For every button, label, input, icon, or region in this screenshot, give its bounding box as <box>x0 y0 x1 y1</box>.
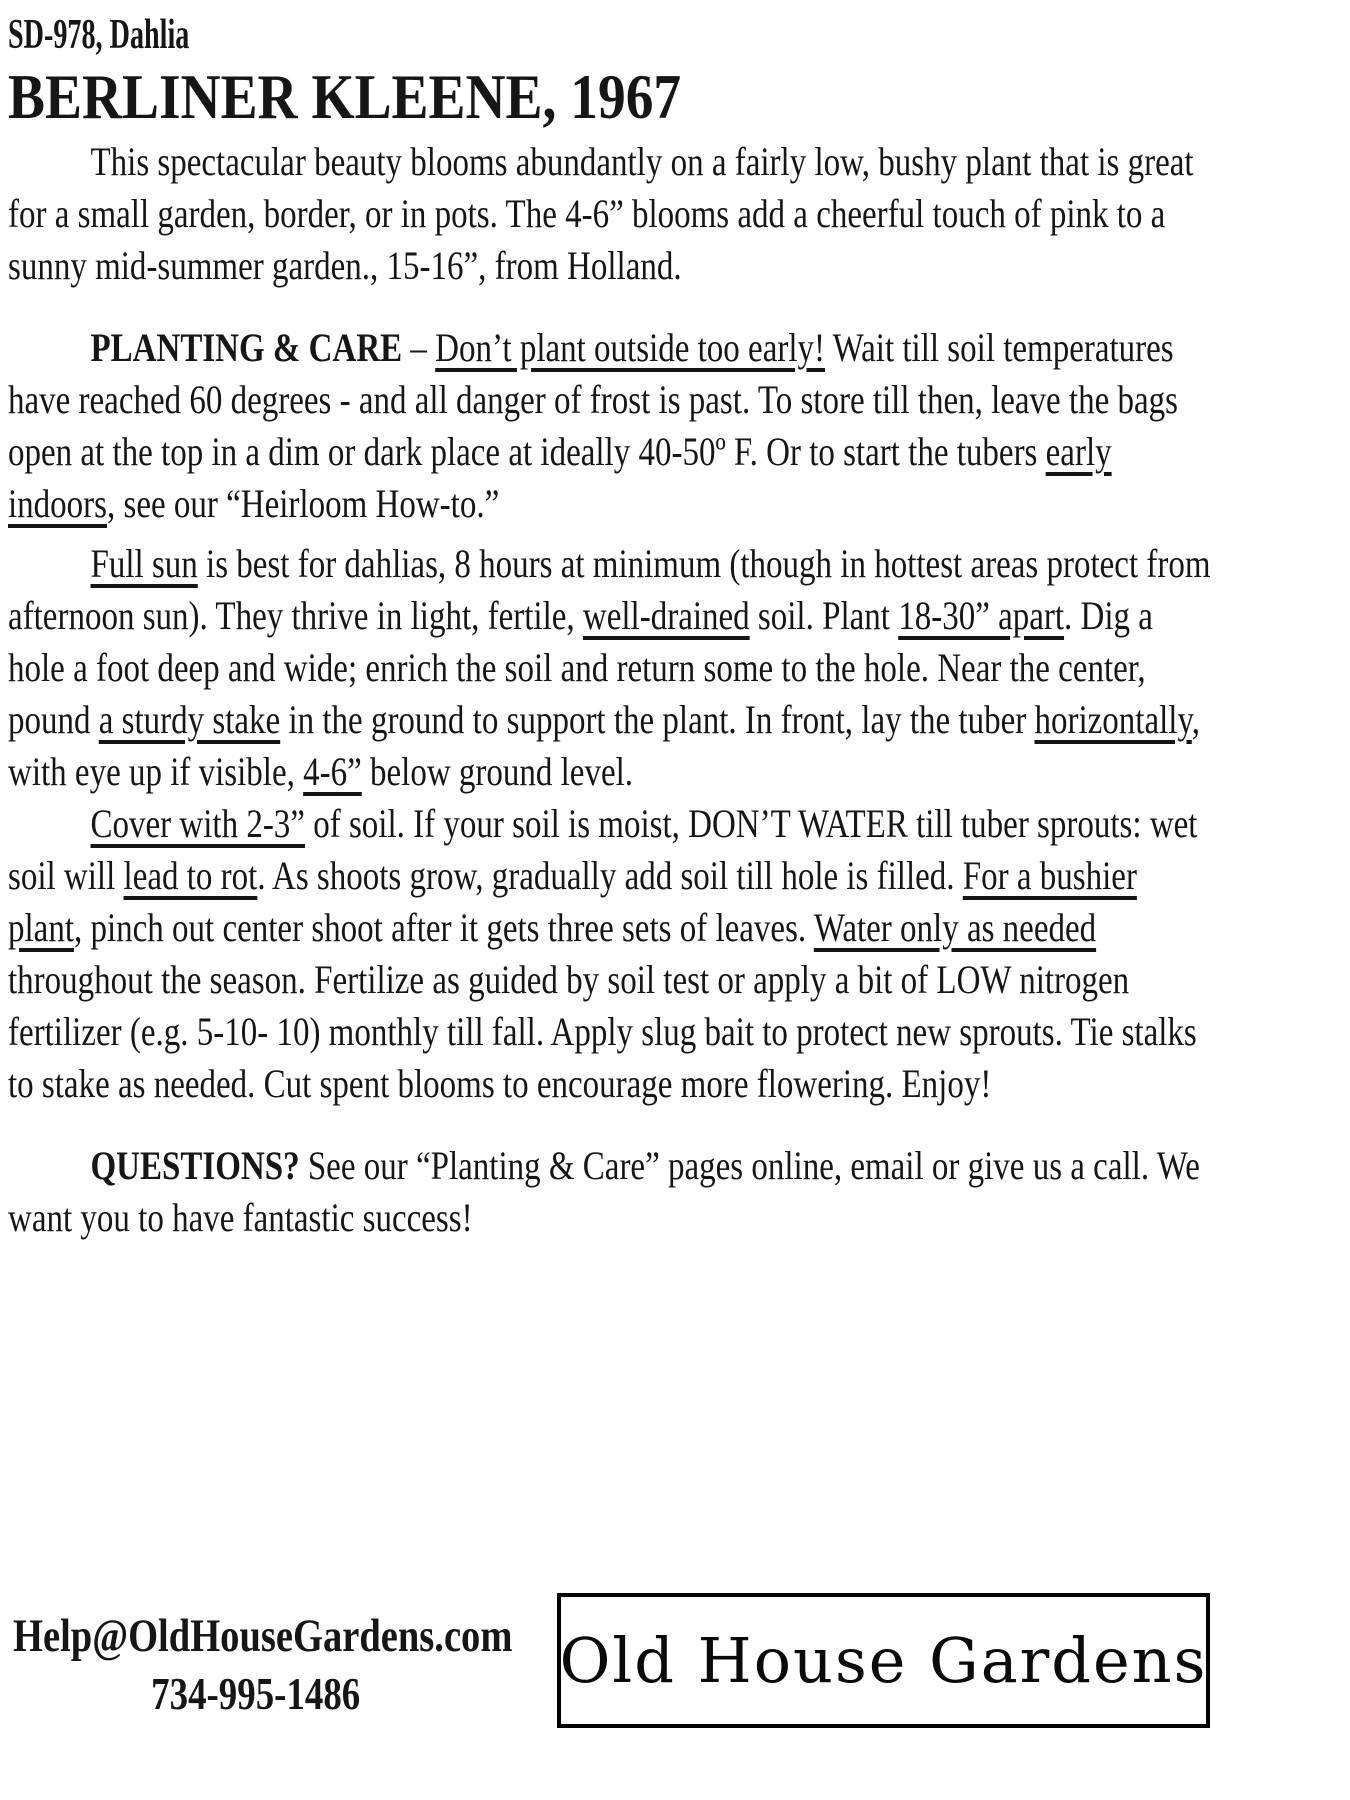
early-indoors-underlined: early indoors <box>8 429 1112 526</box>
cover-underlined: Cover with 2-3” <box>90 801 305 846</box>
full-sun-paragraph <box>8 538 1213 798</box>
sturdy-stake-underlined: a sturdy stake <box>98 697 281 742</box>
contact-block <box>13 1608 513 1720</box>
full-sun-text-5: , with eye up if visible, <box>8 697 1201 794</box>
full-sun-text-3: . Dig a hole a foot deep and wide; enrich the soil and return some to the hole. Near the center, pound <box>8 593 1153 742</box>
bushier-plant-underlined: For a bushier plant <box>8 853 1137 950</box>
depth-underlined: 4-6” <box>303 749 362 794</box>
questions-paragraph <box>8 1140 1213 1244</box>
spacing-underlined: 18-30” apart <box>898 593 1065 638</box>
body-text <box>8 136 1213 1244</box>
questions-heading: QUESTIONS? <box>90 1143 300 1188</box>
planting-care-paragraph <box>8 322 1213 530</box>
full-sun-text-6: below ground level. <box>361 749 634 794</box>
intro-paragraph <box>8 136 1213 292</box>
intro-text: This spectacular beauty blooms abundantly on a fairly low, bushy plant that is great for a small garden, border, or in pots. The 4-6” blooms add a cheerful touch of pink to a sunny mid-summer garden., 15-16”, from Holland. <box>8 139 1194 288</box>
logo-box <box>557 1593 1210 1728</box>
contact-phone: 734-995-1486 <box>151 1669 361 1719</box>
full-sun-text-1: is best for dahlias, 8 hours at minimum (though in hottest areas protect from afternoon sun). They thrive in light, fertile, <box>8 541 1211 638</box>
cover-soil-paragraph <box>8 798 1213 1110</box>
full-sun-text-4: in the ground to support the plant. In front, lay the tuber <box>280 697 1035 742</box>
questions-text: See our “Planting & Care” pages online, email or give us a call. We want you to have fantastic success! <box>8 1143 1200 1240</box>
full-sun-text-2: soil. Plant <box>749 593 899 638</box>
cover-text-2: . As shoots grow, gradually add soil till hole is filled. <box>257 853 963 898</box>
catalog-code: SD-978, Dahlia <box>8 12 190 58</box>
page-title: BERLINER KLEENE, 1967 <box>8 62 682 132</box>
page-header <box>0 0 1350 134</box>
planting-warning-underlined: Don’t plant outside too early! <box>435 325 825 370</box>
full-sun-underlined: Full sun <box>90 541 198 586</box>
lead-to-rot-underlined: lead to rot <box>123 853 258 898</box>
cover-text-3: , pinch out center shoot after it gets three sets of leaves. <box>73 905 814 950</box>
horizontally-underlined: horizontally <box>1034 697 1192 742</box>
logo-text: Old House Gardens <box>559 1624 1208 1697</box>
contact-email: Help@OldHouseGardens.com <box>13 1610 513 1662</box>
planting-text-1: Wait till soil temperatures have reached 60 degrees - and all danger of frost is past. To store till then, leave the bags open at the top in a dim or dark place at ideally 40-50º F. Or to start the tubers <box>8 325 1179 474</box>
cover-text-4: throughout the season. Fertilize as guided by soil test or apply a bit of LOW nitrogen fertilizer (e.g. 5-10- 10) monthly till fall. Apply slug bait to protect new sprouts. Tie stalks to stake as needed. Cut spent blooms to encourage more flowering. Enjoy! <box>8 957 1197 1106</box>
cover-text-1: of soil. If your soil is moist, DON’T WATER till tuber sprouts: wet soil will <box>8 801 1198 898</box>
water-as-needed-underlined: Water only as needed <box>813 905 1097 950</box>
planting-dash: – <box>402 325 436 370</box>
planting-text-2: , see our “Heirloom How-to.” <box>107 481 500 526</box>
planting-care-heading: PLANTING & CARE <box>90 325 403 370</box>
well-drained-underlined: well-drained <box>582 593 750 638</box>
